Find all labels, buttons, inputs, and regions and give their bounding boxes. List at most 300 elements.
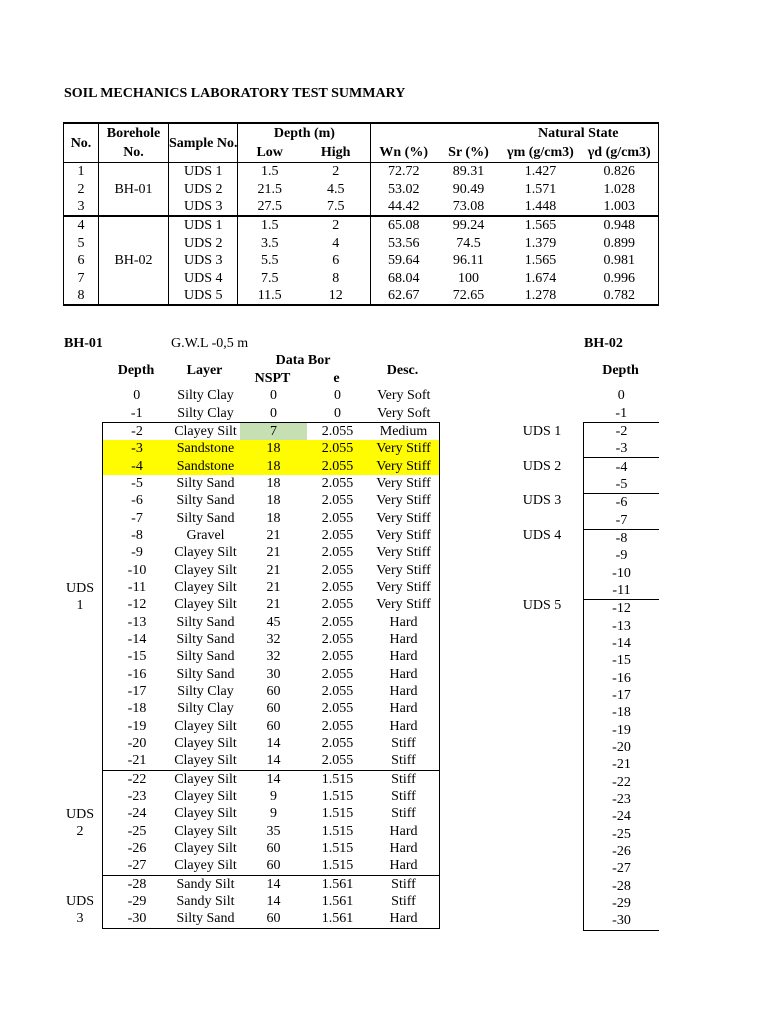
layer-cell: Silty Sand <box>176 493 235 509</box>
e-cell: 1.515 <box>307 857 368 875</box>
e-cell: 2.055 <box>321 493 354 509</box>
bh02-depth-cell: -11 <box>584 582 660 600</box>
log-row <box>103 666 440 683</box>
layer-cell: Clayey Silt <box>174 789 237 805</box>
row-depth-low: 27.5 <box>257 198 282 214</box>
log-row <box>103 613 440 630</box>
header-no: No. <box>64 123 99 163</box>
desc-cell: Very Stiff <box>368 561 440 578</box>
e-cell: 2.055 <box>321 614 354 630</box>
layer-cell: Sandy Silt <box>171 875 240 893</box>
e-cell: 2.055 <box>321 684 354 700</box>
nspt-cell: 21 <box>266 562 281 578</box>
nspt-cell: 14 <box>240 875 307 893</box>
log-row <box>103 910 440 928</box>
bh02-depth-cell: -5 <box>584 476 660 494</box>
depth-cell: -28 <box>103 875 172 893</box>
e-cell: 2.055 <box>307 457 368 474</box>
bh02-depth-cell: -16 <box>584 670 660 687</box>
bh02-row <box>584 422 660 440</box>
row-sample: UDS 2 <box>169 235 238 252</box>
log-row <box>103 457 440 474</box>
uds-label-bottom: 2 <box>76 824 84 839</box>
log-row <box>103 492 440 509</box>
bh02-row <box>584 617 660 634</box>
log-row <box>103 875 440 893</box>
bh02-depth-cell: -17 <box>584 687 660 704</box>
bh02-depth-cell: -1 <box>615 405 628 421</box>
bh02-depth-cell: -20 <box>584 739 660 756</box>
row-yd: 1.003 <box>580 198 659 216</box>
row-ym: 1.278 <box>501 287 580 305</box>
layer-cell: Silty Sand <box>176 666 235 682</box>
row-yd: 0.981 <box>580 252 659 269</box>
nspt-cell: 45 <box>266 614 281 630</box>
bh02-row <box>584 582 660 600</box>
log-row <box>103 422 440 440</box>
e-cell: 2.055 <box>321 597 354 613</box>
bh02-depth-cell: -12 <box>584 600 660 618</box>
e-cell: 1.515 <box>321 841 354 857</box>
bh02-row <box>584 843 660 860</box>
log-row <box>103 805 440 822</box>
depth-cell: -10 <box>103 561 172 578</box>
bh02-depth-cell: -8 <box>584 529 660 547</box>
row-borehole <box>99 269 169 286</box>
bh01-uds-label <box>60 893 100 927</box>
bh02-uds-label: UDS 3 <box>522 493 562 508</box>
e-cell: 1.561 <box>307 910 368 928</box>
row-sr: 96.11 <box>452 253 484 269</box>
row-ym: 1.427 <box>524 164 557 180</box>
e-cell: 2.055 <box>307 440 368 457</box>
row-depth-low: 1.5 <box>238 216 301 234</box>
layer-cell: Silty Sand <box>176 510 235 526</box>
row-sample: UDS 5 <box>169 287 238 305</box>
header-high: High <box>301 143 371 163</box>
log-row <box>103 735 440 752</box>
bh02-depth-cell: -6 <box>584 494 660 512</box>
header-depth: Depth (m) <box>238 123 371 143</box>
row-yd: 0.996 <box>580 269 659 286</box>
bh02-uds-label: UDS 4 <box>522 528 562 543</box>
summary-row <box>64 235 659 252</box>
bh02-row <box>584 635 660 652</box>
row-wn: 68.04 <box>387 270 420 286</box>
nspt-cell: 18 <box>266 475 281 491</box>
depth-cell: -25 <box>103 823 172 840</box>
nspt-cell: 32 <box>266 631 281 647</box>
depth-cell: -4 <box>103 457 172 474</box>
layer-cell: Silty Clay <box>177 405 234 421</box>
row-borehole <box>99 198 169 216</box>
bh02-row <box>584 652 660 669</box>
row-ym: 1.379 <box>524 235 557 251</box>
e-cell: 2.055 <box>321 701 354 717</box>
bh02-row <box>584 670 660 687</box>
desc-cell: Hard <box>368 718 440 735</box>
log-row <box>103 404 440 422</box>
row-no: 7 <box>64 269 99 286</box>
log-row <box>103 561 440 578</box>
uds-label-top: UDS <box>65 894 94 909</box>
nspt-cell: 0 <box>270 405 277 421</box>
row-sr: 89.31 <box>452 164 485 180</box>
bh02-depth-cell: -29 <box>584 895 660 912</box>
bh01-header-data-bor: Data Bor <box>275 353 331 368</box>
bh02-row <box>584 687 660 704</box>
bh02-row <box>584 791 660 808</box>
desc-cell: Hard <box>368 666 440 683</box>
row-wn: 65.08 <box>371 216 436 234</box>
nspt-cell: 60 <box>266 718 281 734</box>
layer-cell: Sandy Silt <box>176 894 235 910</box>
uds-label-bottom: 1 <box>76 598 84 613</box>
e-cell: 2.055 <box>321 649 354 665</box>
row-ym: 1.448 <box>524 198 557 214</box>
log-row <box>103 770 440 788</box>
log-row <box>103 700 440 717</box>
bh02-depth-cell: -25 <box>584 826 660 843</box>
nspt-cell: 18 <box>266 510 281 526</box>
nspt-cell: 32 <box>266 649 281 665</box>
desc-cell: Very Soft <box>377 405 431 421</box>
row-depth-high: 4 <box>301 235 371 252</box>
row-ym: 1.565 <box>501 216 580 234</box>
depth-cell: -24 <box>103 805 172 822</box>
desc-cell: Hard <box>368 648 440 665</box>
desc-cell: Very Stiff <box>368 527 440 544</box>
bh02-depth-cell: -21 <box>584 756 660 773</box>
depth-cell: 0 <box>133 388 141 404</box>
layer-cell: Clayey Silt <box>171 770 240 788</box>
desc-cell: Very Stiff <box>368 596 440 613</box>
e-cell: 1.515 <box>307 770 368 788</box>
layer-cell: Silty Clay <box>177 701 234 717</box>
bh02-depth-cell: -3 <box>584 440 660 458</box>
row-no: 4 <box>64 216 99 234</box>
layer-cell: Clayey Silt <box>174 579 237 595</box>
log-row <box>103 718 440 735</box>
log-row <box>103 440 440 457</box>
layer-cell: Gravel <box>186 527 225 543</box>
summary-row <box>64 269 659 286</box>
row-sr: 73.08 <box>452 198 485 214</box>
desc-cell: Very Stiff <box>368 475 440 492</box>
uds-label-bottom: 3 <box>76 911 84 926</box>
e-cell: 2.055 <box>321 666 354 682</box>
bh02-row <box>584 774 660 791</box>
row-borehole <box>99 287 169 305</box>
row-sample: UDS 1 <box>169 216 238 234</box>
depth-cell: -18 <box>103 700 172 717</box>
layer-cell: Silty Sand <box>176 649 235 665</box>
bh02-row <box>584 739 660 756</box>
e-cell: 2.055 <box>321 475 354 491</box>
depth-cell: -9 <box>103 544 172 561</box>
bh02-depth-cell: -23 <box>584 791 660 808</box>
depth-cell: -22 <box>103 770 172 788</box>
row-depth-high: 12 <box>301 287 371 305</box>
log-row <box>103 857 440 875</box>
layer-cell: Clayey Silt <box>174 562 237 578</box>
layer-cell: Clayey Silt <box>174 597 237 613</box>
bh02-row <box>584 529 660 547</box>
depth-cell: -13 <box>103 613 172 630</box>
desc-cell: Very Stiff <box>368 544 440 561</box>
bh02-row <box>584 564 660 581</box>
row-no: 8 <box>64 287 99 305</box>
desc-cell: Very Stiff <box>368 509 440 526</box>
bh01-header-e: e <box>333 371 340 386</box>
row-sample: UDS 4 <box>169 269 238 286</box>
bh02-row <box>584 511 660 529</box>
e-cell: 1.515 <box>321 823 354 839</box>
log-row <box>103 596 440 613</box>
nspt-cell: 18 <box>266 493 281 509</box>
nspt-cell: 60 <box>240 857 307 875</box>
bh02-row <box>584 860 660 877</box>
depth-cell: -7 <box>103 509 172 526</box>
layer-cell: Clayey Silt <box>171 422 240 440</box>
layer-cell: Clayey Silt <box>174 736 237 752</box>
gwl-label: G.W.L -0,5 m <box>171 336 249 351</box>
e-cell: 2.055 <box>321 579 354 595</box>
row-sr: 100 <box>457 270 479 286</box>
bh01-label: BH-01 <box>64 336 103 351</box>
row-sr: 72.65 <box>436 287 501 305</box>
e-cell: 2.055 <box>321 545 354 561</box>
row-wn: 53.02 <box>387 181 420 197</box>
depth-cell: -15 <box>103 648 172 665</box>
bh02-depth-cell: -24 <box>584 808 660 825</box>
depth-cell: -26 <box>103 840 172 857</box>
bh01-uds-label <box>60 806 100 840</box>
header-borehole-no: No. <box>99 143 169 163</box>
bh02-header-depth: Depth <box>602 363 639 378</box>
desc-cell: Stiff <box>368 735 440 752</box>
row-borehole <box>99 235 169 252</box>
bh02-row <box>584 547 660 564</box>
layer-cell: Silty Sand <box>171 910 240 928</box>
row-borehole <box>99 163 169 181</box>
row-depth-low: 3.5 <box>260 235 279 251</box>
uds-label-top: UDS <box>65 807 94 822</box>
nspt-cell: 18 <box>240 457 307 474</box>
desc-cell: Stiff <box>368 875 440 893</box>
bh02-row <box>584 494 660 512</box>
bh02-row <box>584 440 660 458</box>
bh02-depth-table <box>583 387 659 931</box>
layer-cell: Silty Sand <box>176 631 235 647</box>
bh02-depth-cell: -22 <box>584 774 660 791</box>
row-wn: 62.67 <box>371 287 436 305</box>
desc-cell: Hard <box>368 823 440 840</box>
bh02-depth-cell: -27 <box>584 860 660 877</box>
row-wn: 44.42 <box>387 198 420 214</box>
nspt-cell: 21 <box>266 597 281 613</box>
row-borehole: BH-01 <box>99 180 169 197</box>
bh02-row <box>584 600 660 618</box>
log-row <box>103 683 440 700</box>
log-row <box>103 527 440 544</box>
row-wn: 59.64 <box>387 253 420 269</box>
page-title: SOIL MECHANICS LABORATORY TEST SUMMARY <box>64 86 406 101</box>
bh02-row <box>584 404 660 422</box>
depth-cell: -19 <box>103 718 172 735</box>
bh02-depth-cell: -14 <box>584 635 660 652</box>
nspt-cell: 21 <box>266 527 281 543</box>
header-low: Low <box>238 143 301 163</box>
log-row <box>103 509 440 526</box>
row-depth-low: 7.5 <box>260 270 279 286</box>
summary-row <box>64 180 659 197</box>
depth-cell: -23 <box>103 788 172 805</box>
layer-cell: Silty Clay <box>177 388 234 404</box>
bh02-depth-cell: -7 <box>584 511 660 529</box>
bh01-log-table <box>102 387 440 929</box>
header-ym: γm (g/cm3) <box>501 143 580 163</box>
log-row <box>103 387 440 404</box>
desc-cell: Hard <box>368 631 440 648</box>
bh02-row <box>584 756 660 773</box>
bh01-header-nspt: NSPT <box>254 371 291 386</box>
bh02-uds-label: UDS 2 <box>522 459 562 474</box>
bh02-row <box>584 458 660 476</box>
bh02-row <box>584 387 660 404</box>
row-yd: 1.028 <box>580 180 659 197</box>
bh02-depth-cell: -28 <box>584 878 660 895</box>
bh02-depth-cell: -19 <box>584 722 660 739</box>
layer-cell: Clayey Silt <box>174 718 237 734</box>
desc-cell: Hard <box>368 857 440 875</box>
header-yd: γd (g/cm3) <box>580 143 659 163</box>
nspt-cell: 14 <box>266 894 281 910</box>
bh02-row <box>584 704 660 721</box>
bh02-depth-cell: -18 <box>584 704 660 721</box>
summary-row <box>64 216 659 234</box>
bh02-depth-cell: -10 <box>584 564 660 581</box>
row-depth-low: 5.5 <box>260 253 279 269</box>
desc-cell: Stiff <box>368 893 440 910</box>
bh02-uds-label: UDS 1 <box>522 424 562 439</box>
layer-cell: Silty Clay <box>177 684 234 700</box>
header-wn: Wn (%) <box>371 143 436 163</box>
nspt-cell: 18 <box>240 440 307 457</box>
row-yd: 0.899 <box>580 235 659 252</box>
row-depth-high: 8 <box>301 269 371 286</box>
row-depth-high: 7.5 <box>301 198 371 216</box>
bh02-depth-cell: -30 <box>584 912 660 930</box>
row-ym: 1.571 <box>524 181 557 197</box>
desc-cell: Very Stiff <box>368 457 440 474</box>
bh02-label: BH-02 <box>584 336 623 351</box>
desc-cell: Very Soft <box>377 388 431 404</box>
nspt-cell: 0 <box>270 388 277 404</box>
layer-cell: Silty Sand <box>176 475 235 491</box>
e-cell: 2.055 <box>321 562 354 578</box>
desc-cell: Hard <box>368 840 440 857</box>
e-cell: 0 <box>334 405 341 421</box>
row-sample: UDS 3 <box>169 252 238 269</box>
bh02-depth-cell: -2 <box>584 422 660 440</box>
nspt-cell: 21 <box>266 545 281 561</box>
bh02-row <box>584 826 660 843</box>
row-wn: 53.56 <box>387 235 420 251</box>
depth-cell: -11 <box>103 579 172 596</box>
row-sample: UDS 1 <box>169 163 238 181</box>
header-sample: Sample No. <box>169 123 238 163</box>
bh02-depth-cell: -4 <box>584 458 660 476</box>
desc-cell: Medium <box>368 422 440 440</box>
row-no: 6 <box>64 252 99 269</box>
bh02-uds-label: UDS 5 <box>522 598 562 613</box>
layer-cell: Silty Sand <box>176 614 235 630</box>
e-cell: 2.055 <box>321 736 354 752</box>
bh01-header-depth: Depth <box>117 363 155 378</box>
header-sr: Sr (%) <box>436 143 501 163</box>
e-cell: 1.561 <box>307 875 368 893</box>
bh01-header-layer: Layer <box>186 363 223 378</box>
row-yd: 0.826 <box>580 163 659 181</box>
row-no: 2 <box>64 180 99 197</box>
layer-cell: Sandstone <box>171 440 240 457</box>
log-row <box>103 631 440 648</box>
nspt-cell: 35 <box>266 823 281 839</box>
depth-cell: -6 <box>103 492 172 509</box>
bh02-row <box>584 722 660 739</box>
depth-cell: -17 <box>103 683 172 700</box>
nspt-cell: 14 <box>266 736 281 752</box>
nspt-cell: 7 <box>240 422 307 440</box>
log-row <box>103 648 440 665</box>
bh02-row <box>584 808 660 825</box>
e-cell: 2.055 <box>321 527 354 543</box>
depth-cell: -5 <box>103 475 172 492</box>
nspt-cell: 60 <box>266 684 281 700</box>
row-depth-low: 1.5 <box>260 164 279 180</box>
bh02-row <box>584 878 660 895</box>
bh02-depth-cell: -9 <box>584 547 660 564</box>
nspt-cell: 60 <box>240 910 307 928</box>
nspt-cell: 60 <box>266 701 281 717</box>
layer-cell: Clayey Silt <box>174 753 237 769</box>
bh02-depth-cell: -26 <box>584 843 660 860</box>
depth-cell: -14 <box>103 631 172 648</box>
nspt-cell: 60 <box>266 841 281 857</box>
desc-cell: Very Stiff <box>368 579 440 596</box>
row-wn: 72.72 <box>387 164 420 180</box>
nspt-cell: 21 <box>266 579 281 595</box>
depth-cell: -30 <box>103 910 172 928</box>
row-sr: 90.49 <box>452 181 485 197</box>
log-row <box>103 788 440 805</box>
depth-cell: -20 <box>103 735 172 752</box>
depth-cell: -1 <box>130 405 143 421</box>
summary-row <box>64 252 659 269</box>
nspt-cell: 9 <box>270 806 277 822</box>
desc-cell: Hard <box>368 700 440 717</box>
row-depth-high: 2 <box>301 163 371 181</box>
log-row <box>103 893 440 910</box>
e-cell: 1.561 <box>321 894 354 910</box>
row-depth-low: 11.5 <box>238 287 301 305</box>
log-row <box>103 840 440 857</box>
layer-cell: Sandstone <box>171 457 240 474</box>
e-cell: 1.515 <box>321 789 354 805</box>
e-cell: 2.055 <box>321 510 354 526</box>
row-yd: 0.948 <box>580 216 659 234</box>
